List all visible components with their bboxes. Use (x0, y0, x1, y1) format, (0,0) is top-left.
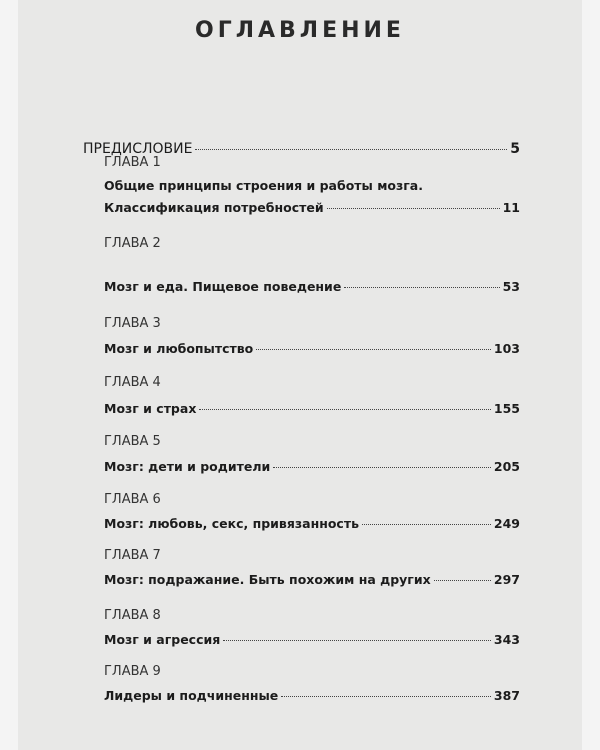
entry-page: 155 (493, 401, 520, 416)
entry-title: ПРЕДИСЛОВИЕ (83, 141, 193, 157)
entry-page: 103 (493, 341, 520, 356)
toc-entry-chapter-8[interactable] (104, 632, 520, 647)
dot-leader (344, 287, 499, 288)
toc-entry-chapter-3[interactable] (104, 341, 520, 356)
chapter-label: ГЛАВА 2 (104, 236, 161, 251)
entry-page: 53 (502, 279, 520, 294)
entry-title: Лидеры и подчиненные (104, 688, 279, 703)
dot-leader (195, 149, 507, 150)
toc-entry-chapter-6[interactable] (104, 516, 520, 531)
chapter-label: ГЛАВА 1 (104, 155, 161, 170)
chapter-title-line: Общие принципы строения и работы мозга. (104, 178, 423, 193)
chapter-label: ГЛАВА 4 (104, 375, 161, 390)
entry-page: 249 (493, 516, 520, 531)
dot-leader (223, 640, 491, 641)
dot-leader (199, 409, 491, 410)
entry-page: 343 (493, 632, 520, 647)
entry-title: Мозг и агрессия (104, 632, 221, 647)
entry-title: Мозг и еда. Пищевое поведение (104, 279, 342, 294)
entry-page: 387 (493, 688, 520, 703)
chapter-label: ГЛАВА 9 (104, 664, 161, 679)
chapter-label: ГЛАВА 5 (104, 434, 161, 449)
chapter-label: ГЛАВА 7 (104, 548, 161, 563)
page-title: ОГЛАВЛЕНИЕ (195, 18, 405, 43)
toc-entry-chapter-5[interactable] (104, 459, 520, 474)
toc-entry-chapter-7[interactable] (104, 572, 520, 587)
chapter-label: ГЛАВА 8 (104, 608, 161, 623)
entry-title: Мозг: подражание. Быть похожим на других (104, 572, 431, 587)
dot-leader (327, 208, 500, 209)
toc-entry-chapter-4[interactable] (104, 401, 520, 416)
entry-title: Мозг и страх (104, 401, 197, 416)
chapter-label: ГЛАВА 6 (104, 492, 161, 507)
entry-page: 11 (502, 200, 520, 215)
entry-page: 5 (510, 141, 520, 157)
dot-leader (362, 524, 491, 525)
entry-title: Мозг: дети и родители (104, 459, 271, 474)
entry-page: 297 (493, 572, 520, 587)
toc-entry-chapter-9[interactable] (104, 688, 520, 703)
toc-entry-chapter-1[interactable] (104, 200, 520, 215)
entry-page: 205 (493, 459, 520, 474)
dot-leader (273, 467, 491, 468)
entry-title: Мозг: любовь, секс, привязанность (104, 516, 359, 531)
entry-title: Классификация потребностей (104, 200, 324, 215)
dot-leader (281, 696, 491, 697)
entry-title: Мозг и любопытство (104, 341, 254, 356)
dot-leader (434, 580, 491, 581)
toc-entry-chapter-2[interactable] (104, 279, 520, 294)
chapter-label: ГЛАВА 3 (104, 316, 161, 331)
dot-leader (256, 349, 491, 350)
